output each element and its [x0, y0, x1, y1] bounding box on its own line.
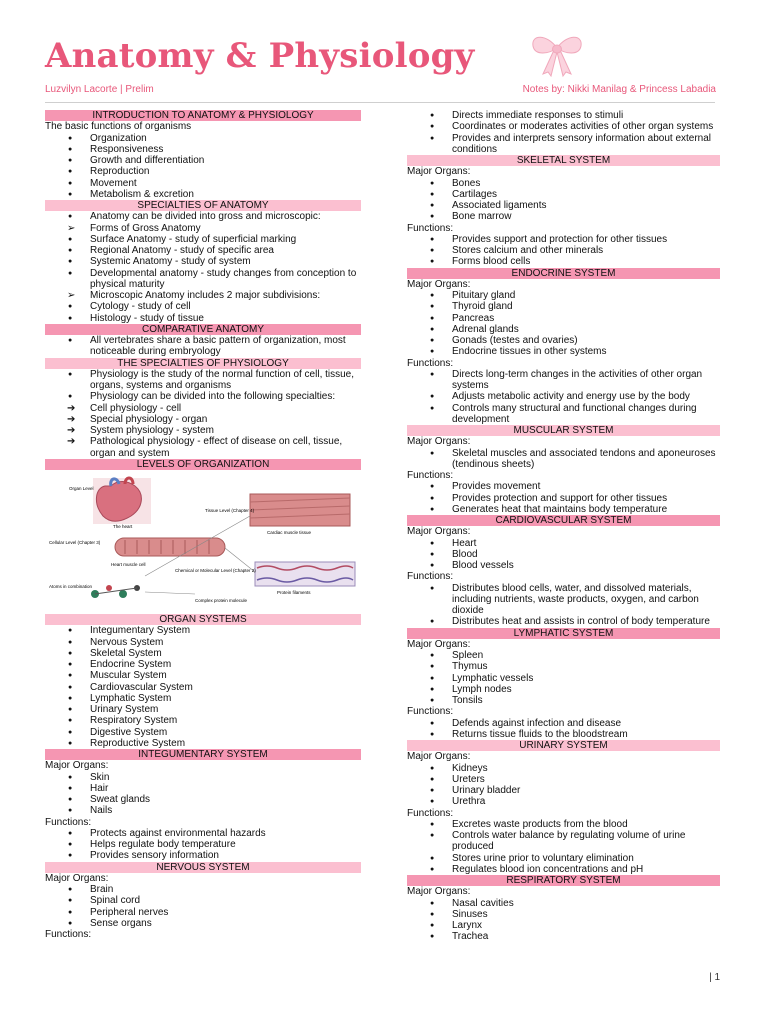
bullet-list	[407, 650, 720, 706]
list-item: ● Forms blood cells	[407, 256, 720, 267]
bullet-list	[407, 583, 720, 628]
list-item: ● Thymus	[407, 661, 720, 672]
fig-label-chemical-level: Chemical or Molecular Level (Chapter 2)	[175, 568, 256, 573]
fig-label-heart-muscle-cell: Heart muscle cell	[111, 562, 146, 567]
list-item: ● Endocrine tissues in other systems	[407, 346, 720, 357]
section-header-specialties-of-anatomy: SPECIALTIES OF ANATOMY	[45, 200, 361, 211]
bullet-list	[407, 763, 720, 808]
list-item: ● Tonsils	[407, 695, 720, 706]
list-item: ● Cytology - study of cell	[45, 301, 361, 312]
text-line: Major Organs:	[407, 526, 471, 538]
section-header-lymphatic-system: LYMPHATIC SYSTEM	[407, 628, 720, 639]
list-item: ● Defends against infection and disease	[407, 718, 720, 729]
right-column	[407, 110, 720, 943]
section-header-the-specialties-of-physiology: THE SPECIALTIES OF PHYSIOLOGY	[45, 358, 361, 369]
list-item: ● Developmental anatomy - study changes from conception to physical maturity	[45, 268, 361, 291]
list-item: ➔ Special physiology - organ	[45, 414, 361, 425]
list-item: ● Systemic Anatomy - study of system	[45, 256, 361, 267]
section-header-nervous-system: NERVOUS SYSTEM	[45, 862, 361, 873]
list-item: ● Coordinates or moderates activities of other organ systems	[407, 121, 720, 132]
text-line: Functions:	[407, 706, 454, 718]
list-item: ● Sinuses	[407, 909, 720, 920]
list-item: ● Movement	[45, 178, 361, 189]
bullet-list	[407, 898, 720, 943]
list-item: ● Organization	[45, 133, 361, 144]
text-line: Major Organs:	[407, 638, 471, 650]
list-item: ● Pancreas	[407, 313, 720, 324]
list-item: ● Nails	[45, 805, 361, 816]
list-item: ● Reproductive System	[45, 738, 361, 749]
bullet-list	[407, 178, 720, 223]
bullet-list	[45, 335, 361, 358]
text-line: Major Organs:	[45, 760, 109, 772]
text-line: Major Organs:	[45, 872, 109, 884]
list-item: ● Nervous System	[45, 637, 361, 648]
list-item: ● Provides support and protection for other tissues	[407, 234, 720, 245]
section-header-introduction-to-anatomy-and-physiology: INTRODUCTION TO ANATOMY & PHYSIOLOGY	[45, 110, 361, 121]
list-item: ● Provides movement	[407, 481, 720, 492]
list-item: ● Excretes waste products from the blood	[407, 819, 720, 830]
section-header-skeletal-system: SKELETAL SYSTEM	[407, 155, 720, 166]
list-item: ● Metabolism & excretion	[45, 189, 361, 200]
fig-label-tissue-level: Tissue Level (Chapter 4)	[205, 508, 255, 513]
list-item: ● Regulates blood ion concentrations and pH	[407, 864, 720, 875]
bullet-list	[45, 772, 361, 817]
section-header-muscular-system: MUSCULAR SYSTEM	[407, 425, 720, 436]
text-line: Major Organs:	[407, 278, 471, 290]
list-item: ● Urethra	[407, 796, 720, 807]
levels-of-organization-figure	[45, 476, 361, 610]
text-line: Functions:	[407, 807, 454, 819]
list-item: ● Thyroid gland	[407, 301, 720, 312]
fig-label-organ-level: Organ Level	[69, 486, 94, 491]
list-item: ● Stores calcium and other minerals	[407, 245, 720, 256]
list-item: ● Endocrine System	[45, 659, 361, 670]
header-divider	[45, 102, 715, 103]
text-line: The basic functions of organisms	[45, 121, 192, 133]
list-item: ● Returns tissue fluids to the bloodstream	[407, 729, 720, 740]
list-item: ● Lymphatic System	[45, 693, 361, 704]
list-item: ● Nasal cavities	[407, 898, 720, 909]
levels-of-organization-illustration	[45, 476, 361, 610]
list-item: ● Skeletal System	[45, 648, 361, 659]
list-item: ● Heart	[407, 538, 720, 549]
list-item: ➢ Forms of Gross Anatomy	[45, 223, 361, 234]
list-item: ● Controls water balance by regulating volume of urine produced	[407, 830, 720, 853]
fig-label-protein-filaments: Protein filaments	[277, 590, 311, 595]
list-item: ● Hair	[45, 783, 361, 794]
section-header-integumentary-system: INTEGUMENTARY SYSTEM	[45, 749, 361, 760]
fig-label-cardiac-tissue: Cardiac muscle tissue	[267, 530, 312, 535]
list-item: ● Provides and interprets sensory information about external conditions	[407, 133, 720, 156]
section-header-cardiovascular-system: CARDIOVASCULAR SYSTEM	[407, 515, 720, 526]
text-line: Functions:	[407, 357, 454, 369]
bullet-list	[407, 538, 720, 572]
list-item: ● Pituitary gland	[407, 290, 720, 301]
list-item: ● Cartilages	[407, 189, 720, 200]
text-line: Functions:	[407, 571, 454, 583]
list-item: ● Helps regulate body temperature	[45, 839, 361, 850]
list-item: ● Peripheral nerves	[45, 907, 361, 918]
list-item: ● Bone marrow	[407, 211, 720, 222]
text-line: Major Organs:	[407, 886, 471, 898]
list-item: ● Trachea	[407, 931, 720, 942]
list-item: ● Integumentary System	[45, 625, 361, 636]
ribbon-bow-icon	[527, 28, 587, 78]
list-item: ● Stores urine prior to voluntary elimination	[407, 853, 720, 864]
fig-label-the-heart: The heart	[113, 524, 133, 529]
list-item: ● Gonads (testes and ovaries)	[407, 335, 720, 346]
page-title: Anatomy & Physiology	[45, 36, 475, 76]
list-item: ● Urinary System	[45, 704, 361, 715]
list-item: ● Muscular System	[45, 670, 361, 681]
list-item: ● Sweat glands	[45, 794, 361, 805]
list-item: ● Digestive System	[45, 727, 361, 738]
list-item: ● Spinal cord	[45, 895, 361, 906]
list-item: ● Regional Anatomy - study of specific area	[45, 245, 361, 256]
list-item: ● Ureters	[407, 774, 720, 785]
list-item: ● Controls many structural and functional changes during development	[407, 403, 720, 426]
section-header-endocrine-system: ENDOCRINE SYSTEM	[407, 268, 720, 279]
section-header-levels-of-organization: LEVELS OF ORGANIZATION	[45, 459, 361, 470]
page-number: | 1	[709, 972, 720, 983]
list-item: ● Protects against environmental hazards	[45, 828, 361, 839]
fig-label-cellular-level: Cellular Level (Chapter 3)	[49, 540, 101, 545]
list-item: ● Urinary bladder	[407, 785, 720, 796]
list-item: ● Generates heat that maintains body temperature	[407, 504, 720, 515]
list-item: ● Associated ligaments	[407, 200, 720, 211]
section-header-respiratory-system: RESPIRATORY SYSTEM	[407, 875, 720, 886]
list-item: ● Directs long-term changes in the activities of other organ systems	[407, 369, 720, 392]
bullet-list	[45, 884, 361, 929]
list-item: ➢ Microscopic Anatomy includes 2 major subdivisions:	[45, 290, 361, 301]
bullet-list	[407, 448, 720, 471]
list-item: ● Physiology is the study of the normal function of cell, tissue, organs, systems and organisms	[45, 369, 361, 392]
list-item: ● Responsiveness	[45, 144, 361, 155]
list-item: ● Adjusts metabolic activity and energy use by the body	[407, 391, 720, 402]
text-line: Major Organs:	[407, 436, 471, 448]
bullet-list	[45, 828, 361, 862]
text-line: Major Organs:	[407, 166, 471, 178]
list-item: ● Growth and differentiation	[45, 155, 361, 166]
list-item: ● Skeletal muscles and associated tendons and aponeuroses (tendinous sheets)	[407, 448, 720, 471]
section-header-comparative-anatomy: COMPARATIVE ANATOMY	[45, 324, 361, 335]
bullet-list	[45, 369, 361, 459]
atoms-illustration	[91, 585, 140, 598]
bullet-list	[407, 718, 720, 741]
list-item: ● Directs immediate responses to stimuli	[407, 110, 720, 121]
bullet-list	[407, 110, 720, 155]
list-item: ● Histology - study of tissue	[45, 313, 361, 324]
list-item: ● Respiratory System	[45, 715, 361, 726]
text-line: Functions:	[407, 222, 454, 234]
list-item: ● Cardiovascular System	[45, 682, 361, 693]
text-line: Major Organs:	[407, 751, 471, 763]
bullet-list	[407, 481, 720, 515]
list-item: ● Provides sensory information	[45, 850, 361, 861]
bullet-list	[407, 290, 720, 358]
text-line: Functions:	[407, 470, 454, 481]
list-item: ● Adrenal glands	[407, 324, 720, 335]
text-line: Functions:	[45, 929, 92, 940]
list-item: ● Provides protection and support for other tissues	[407, 493, 720, 504]
list-item: ● Surface Anatomy - study of superficial marking	[45, 234, 361, 245]
list-item: ● Distributes heat and assists in control of body temperature	[407, 616, 720, 627]
list-item: ● Blood	[407, 549, 720, 560]
list-item: ● Lymph nodes	[407, 684, 720, 695]
section-header-urinary-system: URINARY SYSTEM	[407, 740, 720, 751]
fig-label-complex-protein: Complex protein molecule	[195, 598, 248, 603]
list-item: ● Spleen	[407, 650, 720, 661]
bullet-list	[407, 819, 720, 875]
list-item: ➔ Cell physiology - cell	[45, 403, 361, 414]
bullet-list	[45, 625, 361, 749]
bullet-list	[45, 211, 361, 324]
text-line: Functions:	[45, 816, 92, 828]
section-header-organ-systems: ORGAN SYSTEMS	[45, 614, 361, 625]
list-item: ● Bones	[407, 178, 720, 189]
list-item: ● Blood vessels	[407, 560, 720, 571]
bullet-list	[407, 369, 720, 425]
bullet-list	[45, 133, 361, 201]
list-item: ● Physiology can be divided into the following specialties:	[45, 391, 361, 402]
list-item: ● Skin	[45, 772, 361, 783]
list-item: ● Distributes blood cells, water, and dissolved materials, including nutrients, waste products, oxygen, and carbon dioxide	[407, 583, 720, 617]
list-item: ● All vertebrates share a basic pattern of organization, most noticeable during embryology	[45, 335, 361, 358]
list-item: ● Kidneys	[407, 763, 720, 774]
list-item: ➔ System physiology - system	[45, 425, 361, 436]
list-item: ● Reproduction	[45, 166, 361, 177]
bullet-list	[407, 234, 720, 268]
notes-credit: Notes by: Nikki Manilag & Princess Labadia	[522, 84, 716, 95]
list-item: ● Anatomy can be divided into gross and microscopic:	[45, 211, 361, 222]
list-item: ● Lymphatic vessels	[407, 673, 720, 684]
list-item: ● Larynx	[407, 920, 720, 931]
left-column	[45, 110, 361, 940]
author-line: Luzvilyn Lacorte | Prelim	[45, 84, 154, 95]
list-item: ● Brain	[45, 884, 361, 895]
list-item: ➔ Pathological physiology - effect of disease on cell, tissue, organ and system	[45, 436, 361, 459]
list-item: ● Sense organs	[45, 918, 361, 929]
fig-label-atoms: Atoms in combination	[49, 584, 93, 589]
